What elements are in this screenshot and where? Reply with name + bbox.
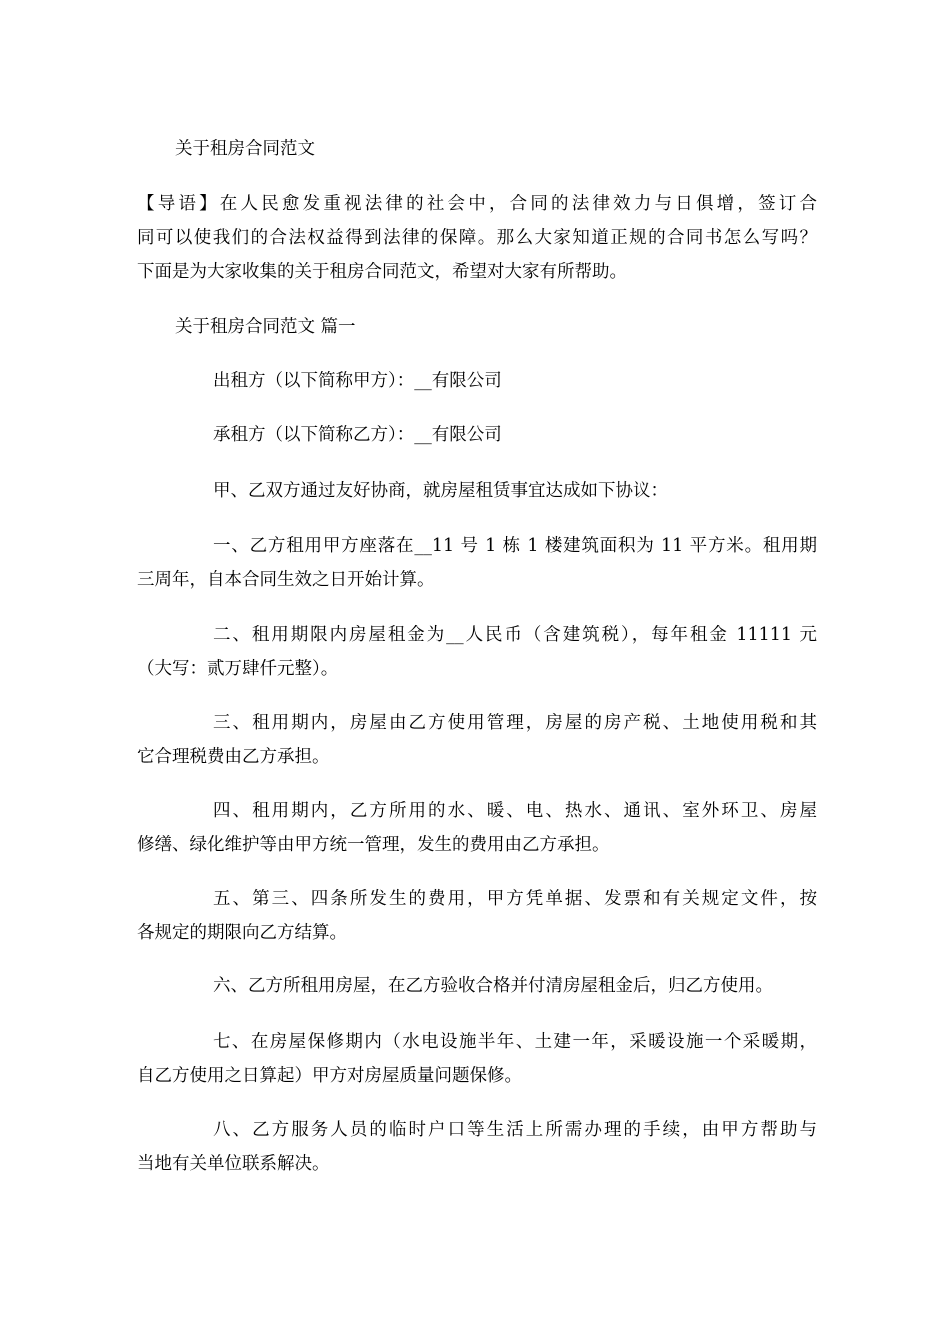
clause-line: 一、乙方租用甲方座落在__11 号 1 栋 1 楼建筑面积为 11 平方米。租用期 <box>213 536 817 556</box>
clause-line: 修缮、绿化维护等由甲方统一管理，发生的费用由乙方承担。 <box>137 835 610 855</box>
clause-line: 各规定的期限向乙方结算。 <box>137 923 347 943</box>
clause-line: 当地有关单位联系解决。 <box>137 1154 330 1174</box>
clause-line: 它合理税费由乙方承担。 <box>137 747 330 767</box>
clause-line: 三周年，自本合同生效之日开始计算。 <box>137 570 435 590</box>
intro-line: 同可以使我们的合法权益得到法律的保障。那么大家知道正规的合同书怎么写吗？ <box>137 228 817 248</box>
preamble-line: 甲、乙双方通过友好协商，就房屋租赁事宜达成如下协议： <box>213 481 668 501</box>
intro-line: 【导语】在人民愈发重视法律的社会中，合同的法律效力与日俱增，签订合 <box>137 194 817 214</box>
clause-line: （大写：贰万肆仟元整）。 <box>137 659 339 679</box>
document-title: 关于租房合同范文 <box>175 139 315 159</box>
intro-line: 下面是为大家收集的关于租房合同范文，希望对大家有所帮助。 <box>137 262 627 282</box>
clause-line: 六、乙方所租用房屋，在乙方验收合格并付清房屋租金后，归乙方使用。 <box>213 976 773 996</box>
lessee-line: 承租方（以下简称乙方）：__有限公司 <box>213 425 502 445</box>
clause-line: 四、租用期内，乙方所用的水、暖、电、热水、通讯、室外环卫、房屋 <box>213 801 817 821</box>
lessor-line: 出租方（以下简称甲方）：__有限公司 <box>213 371 502 391</box>
clause-line: 五、第三、四条所发生的费用，甲方凭单据、发票和有关规定文件，按 <box>213 889 817 909</box>
clause-line: 八、乙方服务人员的临时户口等生活上所需办理的手续，由甲方帮助与 <box>213 1120 817 1140</box>
clause-line: 自乙方使用之日算起）甲方对房屋质量问题保修。 <box>137 1066 522 1086</box>
clause-line: 二、租用期限内房屋租金为__人民币（含建筑税），每年租金 11111 元 <box>213 625 817 645</box>
clause-line: 七、在房屋保修期内（水电设施半年、土建一年，采暖设施一个采暖期， <box>213 1032 817 1052</box>
clause-line: 三、租用期内，房屋由乙方使用管理，房屋的房产税、土地使用税和其 <box>213 713 817 733</box>
section-title: 关于租房合同范文 篇一 <box>175 317 356 337</box>
